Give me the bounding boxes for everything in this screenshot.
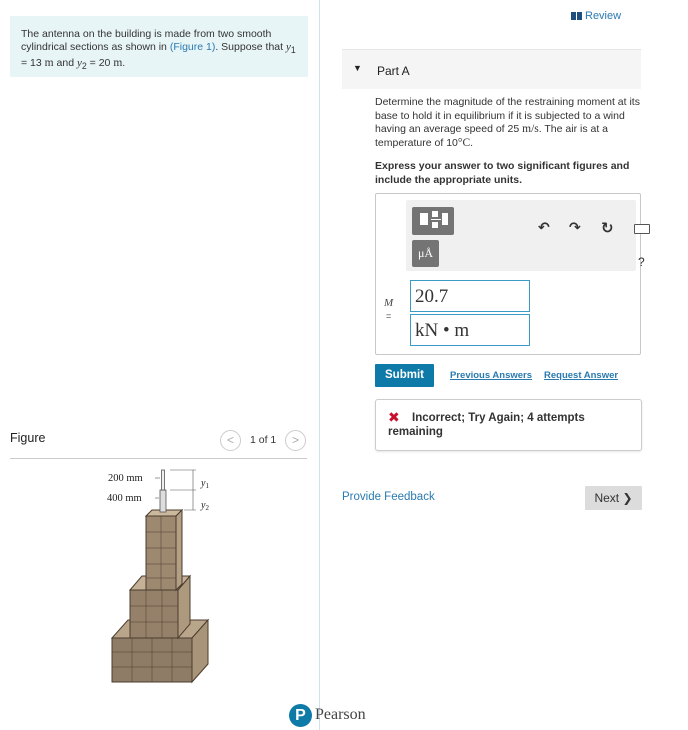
answer-box [375,193,645,355]
pearson-logo-icon: P [289,704,312,727]
request-answer-link[interactable]: Request Answer [544,370,619,381]
problem-text-after: . Suppose that [215,41,286,53]
dim-label-400: 400 mm [107,493,142,504]
antenna-lower-section [160,490,166,512]
templates-button[interactable] [412,207,454,235]
y1-unit: m [44,57,54,70]
template-box-icon [420,213,428,225]
template-denominator-icon [432,222,438,228]
y2-sub: 2 [81,61,87,72]
part-a-label: Part A [377,64,410,78]
keyboard-icon[interactable] [634,224,650,234]
question-text [375,96,641,150]
y2-var: y [76,57,82,70]
pearson-name: Pearson [315,706,366,723]
question-text-2: . The air is at a temperature of 10 [375,123,609,149]
collapse-caret-icon: ▼ [353,63,362,73]
figure-pager-count: 1 of 1 [250,434,277,446]
part-a-header[interactable] [342,49,641,89]
dim-label-y1-var: y [201,478,206,489]
template-fraction-bar-icon [431,219,441,220]
math-toolbar [406,200,645,271]
question-text-3: . [470,136,474,149]
book-icon [571,12,582,20]
y1-value: = 13 [21,57,45,70]
speed-unit: m/s [522,123,539,135]
answer-value-input[interactable]: 20.7 [410,280,530,312]
antenna-upper-section [162,470,165,490]
antenna-building-figure [100,462,220,692]
middle-block-front [130,590,178,638]
figure-title: Figure [10,431,46,445]
answer-instructions: Express your answer to two significant figures and include the appropriate units. [375,160,630,186]
figure-next-button[interactable]: > [285,430,306,451]
review-link[interactable] [571,10,621,22]
tower-side [176,510,182,590]
answer-units-input[interactable]: kN • m [410,314,530,346]
dim-label-200: 200 mm [108,473,143,484]
provide-feedback-link[interactable]: Provide Feedback [342,491,435,503]
help-icon[interactable]: ? [638,255,645,269]
end-text: . [122,57,126,70]
problem-text-before: The antenna on the building is made from two smooth cylindrical sections as shown in [21,28,272,53]
dim-label-y1 [200,478,209,490]
y2-value: = 20 [86,57,114,70]
dim-label-y2-var: y [201,500,206,511]
y1-var: y [285,41,291,53]
question-text-1: Determine the magnitude of the restraining moment at its base to hold it in equilibrium if it is subjected to a wind having an average speed of 25 [375,96,640,135]
template-box-icon-2 [442,213,448,225]
feedback-box [375,399,642,451]
temp-unit: °C [457,136,471,149]
y2-unit: m [113,57,123,70]
answer-equals-sign: = [386,311,392,321]
undo-icon[interactable]: ↶ [538,219,550,235]
dim-label-y2-sub: 2 [205,504,209,512]
next-button[interactable]: Next ❯ [585,486,642,510]
panel-divider [319,0,320,730]
answer-variable-label: M [384,297,394,309]
previous-answers-link[interactable]: Previous Answers [450,370,533,381]
figure-prev-button[interactable]: < [220,430,241,451]
dim-label-y1-sub: 1 [205,482,209,490]
template-numerator-icon [432,211,438,217]
incorrect-x-icon: ✖ [388,409,400,425]
units-button[interactable]: μÅ [412,240,439,267]
figure-header [10,429,307,459]
reset-icon[interactable]: ↻ [601,220,614,237]
submit-button[interactable]: Submit [375,364,434,387]
figure-link[interactable]: (Figure 1) [169,41,216,53]
y1-sub: 1 [290,45,296,56]
problem-statement [10,16,308,77]
redo-icon[interactable]: ↷ [569,219,581,235]
dim-label-y2 [200,500,209,512]
feedback-message: Incorrect; Try Again; 4 attempts remaining [388,412,585,438]
review-label: Review [585,10,622,22]
and-text: and [53,57,77,70]
